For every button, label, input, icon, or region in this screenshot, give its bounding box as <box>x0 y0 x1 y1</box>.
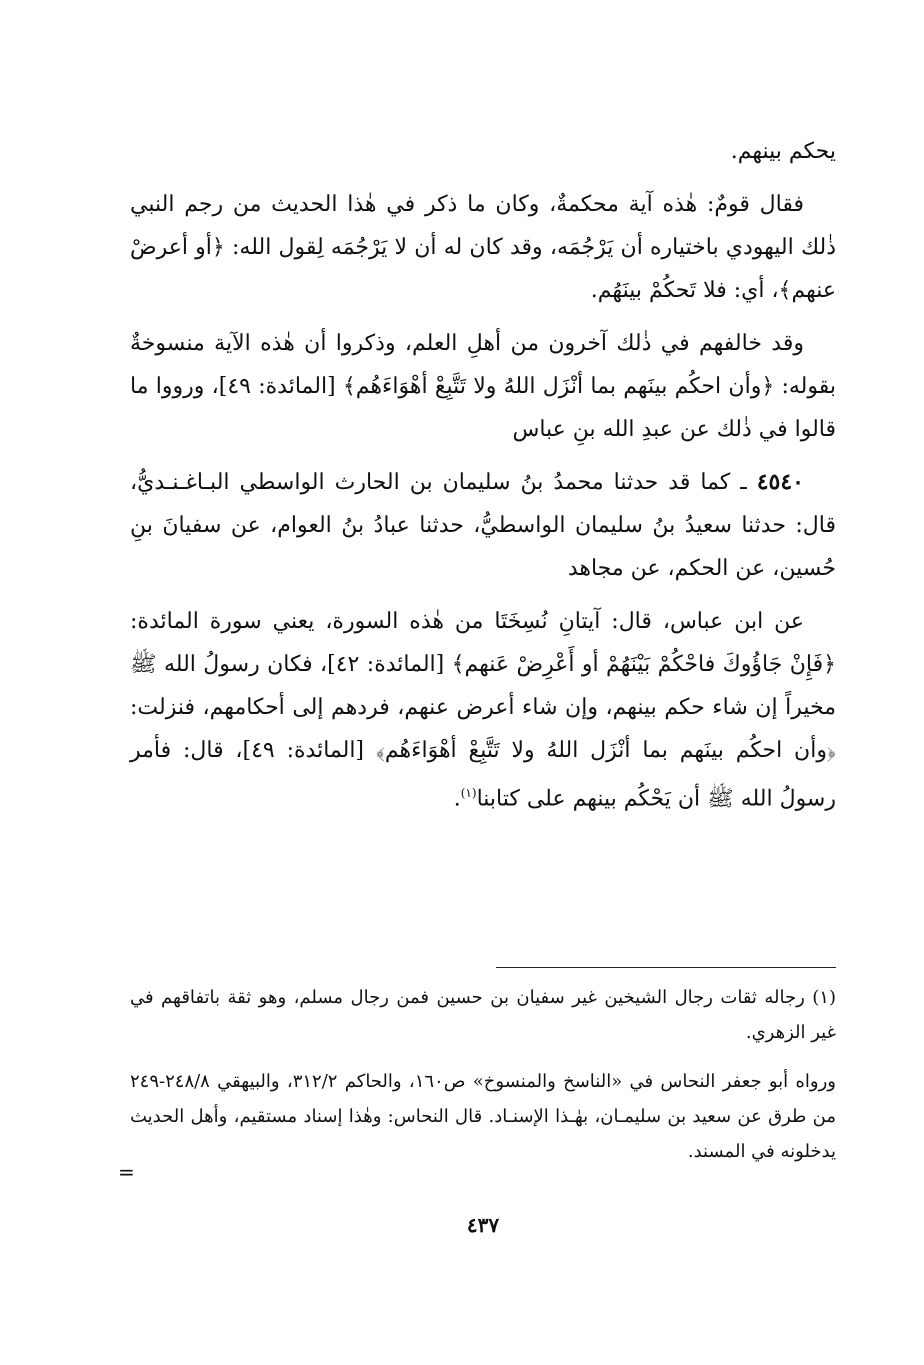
hadith-number: ٤٥٤٠ <box>756 469 804 495</box>
matn-text: عن ابن عباس، قال: آيتانِ نُسِخَتَا من هٰذه السورة، يعني سورة المائدة: ﴿فَإِنْ جَاؤُوكَ فاحْكُمْ بَيْنَهُمْ أو أَعْرِضْ عَنهم﴾ [المائدة: ٤٢]، فكان رسولُ الله ﷺ مخيراً إن شاء حكم بينهم، وإن شاء أعرض عنهم، فردهم إلى أحكامهم، فنزلت: ﴿وأن احكُم بينَهم بما أنْزَل اللهُ ولا تَتَّبِعْ أهْوَاءَهُم﴾ [المائدة: ٤٩]، قال: فأمر رسولُ الله ﷺ أن يَحْكُم بينهم على كتابنا <box>130 609 836 812</box>
footnote-1: (١) رجاله ثقات رجال الشيخين غير سفيان بن حسين فمن رجال مسلم، وهو ثقة باتفاقهم في غير الزهري. <box>130 987 836 1043</box>
footnotes <box>130 980 836 1169</box>
paragraph-1: يحكم بينهم. <box>730 139 836 164</box>
page-number: ٤٣٧ <box>466 1213 500 1237</box>
continuation-mark: = <box>118 1160 135 1184</box>
book-page <box>118 130 836 1280</box>
footnote-reference: (١) <box>460 786 477 800</box>
matn-paragraph <box>130 600 836 820</box>
main-text <box>130 130 836 820</box>
paragraph-2: فقال قومٌ: هٰذه آية محكمةٌ، وكان ما ذكر في هٰذا الحديث من رجم النبي ذٰلك اليهودي باختياره أن يَرْجُمَه، وقد كان له أن لا يَرْجُمَه لِقول الله: ﴿أو أعرضْ عنهم﴾، أي: فلا تَحكُمْ بينَهُم. <box>130 192 836 303</box>
footnote-1-continued: ورواه أبو جعفر النحاس في «الناسخ والمنسوخ» ص١٦٠، والحاكم ٣١٢/٢، والبيهقي ٢٤٨/٨-٢٤٩ من طرق عن سعيد بن سليمـان، بهٰـذا الإسنـاد. قال النحاس: وهٰذا إسناد مستقيم، وأهل الحديث يدخلونه في المسند. <box>130 1071 836 1162</box>
matn-end: . <box>453 786 461 812</box>
footnote-separator <box>496 967 836 968</box>
isnad-text: ـ كما قد حدثنا محمدُ بنُ سليمان بن الحارث الواسطي البـاغـنـديُّ، قال: حدثنا سعيدُ بنُ سليمان الواسطيُّ، حدثنا عبادُ بنُ العوام، عن سفيانَ بنِ حُسين، عن الحكم، عن مجاهد <box>130 470 836 581</box>
paragraph-3: وقد خالفهم في ذٰلك آخرون من أهلِ العلم، وذكروا أن هٰذه الآية منسوخةٌ بقوله: ﴿وأن احكُم بينَهم بما أنْزَل اللهُ ولا تَتَّبِعْ أهْوَاءَهُم﴾ [المائدة: ٤٩]، ورووا ما قالوا في ذٰلك عن عبدِ الله بنِ عباس <box>130 331 836 442</box>
hadith-paragraph <box>130 461 836 590</box>
